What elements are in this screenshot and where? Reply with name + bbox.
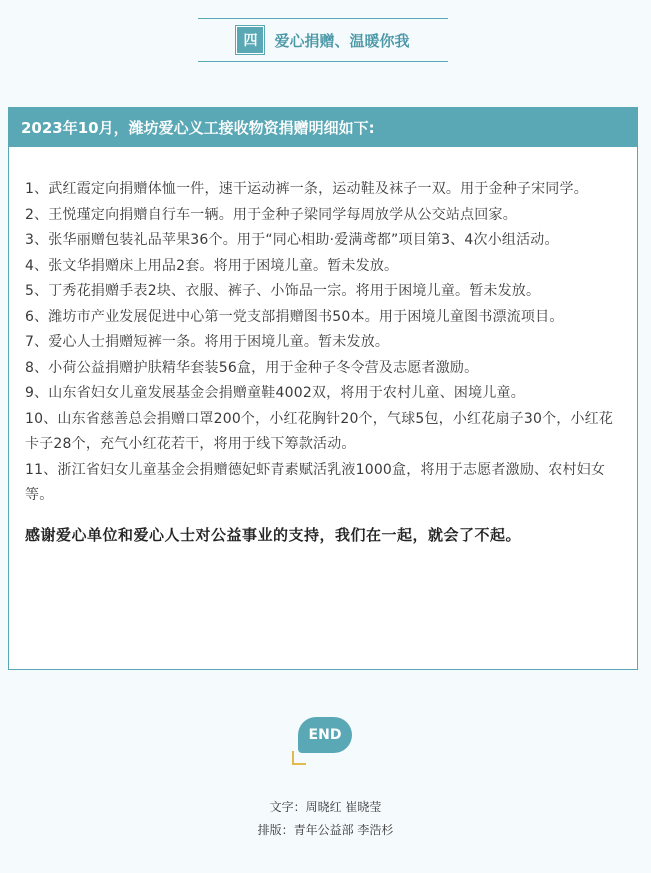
donation-item-10: 10、山东省慈善总会捐赠口罩200个，小红花胸针20个，气球5包，小红花扇子30个，小红花卡子28个，充气小红花若干，将用于线下筹款活动。 xyxy=(25,410,614,452)
donation-item-3: 3、张华丽赠包装礼品苹果36个。用于“同心相助·爱满鸢都”项目第3、4次小组活动。 xyxy=(25,232,559,248)
end-marker xyxy=(292,717,356,765)
donation-item-4: 4、张文华捐赠床上用品2套。将用于困境儿童。暂未发放。 xyxy=(25,257,399,274)
donation-item-6: 6、潍坊市产业发展促进中心第一党支部捐赠图书50本。用于困境儿童图书漂流项目。 xyxy=(25,308,564,325)
credit-text-author: 文字：周晓红 崔晓莹 xyxy=(269,800,382,814)
card-heading: 2023年10月，潍坊爱心义工接收物资捐赠明细如下: xyxy=(9,108,637,147)
donation-item-2: 2、王悦瑾定向捐赠自行车一辆。用于金种子梁同学每周放学从公交站点回家。 xyxy=(25,206,517,223)
thanks-closing: 感谢爱心单位和爱心人士对公益事业的支持，我们在一起，就会了不起。 xyxy=(25,525,522,544)
donation-item-11: 11、浙江省妇女儿童基金会捐赠德妃虾青素赋活乳液1000盒，将用于志愿者激励、农村妇女等。 xyxy=(25,461,606,503)
donation-item-1: 1、武红霞定向捐赠体恤一件，速干运动裤一条，运动鞋及袜子一双。用于金种子宋同学。 xyxy=(25,181,588,197)
end-corner-decoration xyxy=(292,751,306,765)
donation-item-7: 7、爱心人士捐赠短裤一条。将用于困境儿童。暂未发放。 xyxy=(25,334,390,350)
donation-card xyxy=(8,107,638,670)
card-body xyxy=(9,147,637,547)
donation-item-5: 5、丁秀花捐赠手表2块、衣服、裤子、小饰品一宗。将用于困境儿童。暂未发放。 xyxy=(25,283,541,299)
credit-layout-author: 排版：青年公益部 李浩杉 xyxy=(257,823,394,837)
section-number-badge: 四 xyxy=(236,26,264,54)
section-header xyxy=(198,18,448,62)
end-badge: END xyxy=(298,717,352,753)
donation-item-8: 8、小荷公益捐赠护肤精华套装56盒，用于金种子冬令营及志愿者激励。 xyxy=(25,359,479,376)
donation-item-9: 9、山东省妇女儿童发展基金会捐赠童鞋4002双，将用于农村儿童、困境儿童。 xyxy=(25,385,525,401)
section-title: 爱心捐赠、温暖你我 xyxy=(274,31,410,50)
